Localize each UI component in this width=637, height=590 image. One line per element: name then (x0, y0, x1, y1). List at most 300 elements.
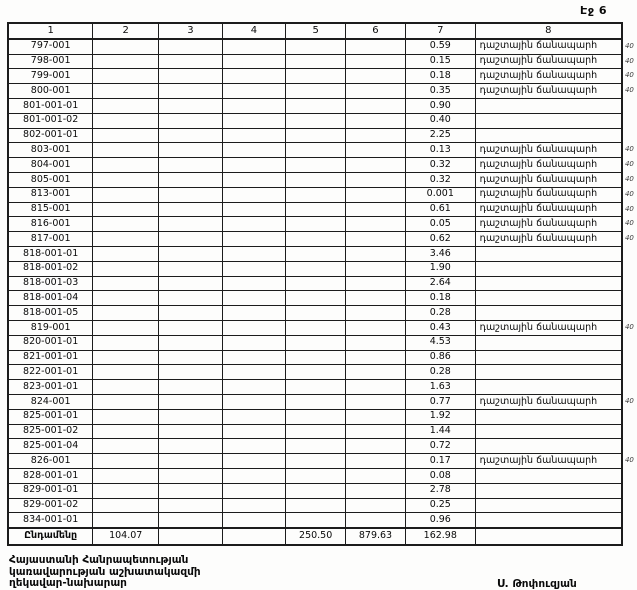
empty-cell (93, 483, 159, 498)
issuer-block (9, 555, 201, 590)
land-type-cell: դաշտային ճանապարհ (475, 143, 622, 158)
empty-cell (159, 172, 223, 187)
empty-cell (159, 439, 223, 454)
empty-cell (159, 39, 223, 54)
table-row (8, 468, 636, 483)
table-row (8, 98, 636, 113)
empty-cell (159, 202, 223, 217)
empty-cell (286, 513, 346, 528)
code-cell: 825-001-02 (8, 424, 93, 439)
empty-cell (286, 350, 346, 365)
empty-cell (222, 232, 286, 247)
empty-cell (286, 84, 346, 99)
code-cell: 818-001-05 (8, 306, 93, 321)
handwritten-margin-note: 40 (624, 219, 634, 228)
empty-cell (346, 454, 406, 469)
code-cell: 819-001 (8, 320, 93, 335)
empty-cell (93, 291, 159, 306)
empty-cell (286, 306, 346, 321)
area-value-cell: 0.43 (405, 320, 475, 335)
code-cell: 818-001-03 (8, 276, 93, 291)
code-cell: 822-001-01 (8, 365, 93, 380)
code-cell: 818-001-02 (8, 261, 93, 276)
empty-cell (159, 335, 223, 350)
total-label: Ընդամենը (8, 528, 93, 545)
land-type-cell: դաշտային ճանապարհ (475, 69, 622, 84)
empty-cell (159, 128, 223, 143)
handwritten-margin-note (622, 439, 636, 454)
land-type-cell (475, 335, 622, 350)
table-row (8, 143, 636, 158)
total-value-cell (475, 528, 622, 545)
table-row (8, 483, 636, 498)
area-value-cell: 0.28 (405, 365, 475, 380)
empty-cell (93, 424, 159, 439)
area-value-cell: 1.90 (405, 261, 475, 276)
empty-cell (286, 246, 346, 261)
empty-cell (93, 69, 159, 84)
empty-cell (93, 143, 159, 158)
table-row (8, 113, 636, 128)
area-value-cell: 0.62 (405, 232, 475, 247)
land-type-cell: դաշտային ճանապարհ (475, 232, 622, 247)
empty-cell (286, 143, 346, 158)
code-cell: 829-001-01 (8, 483, 93, 498)
land-type-cell: դաշտային ճանապարհ (475, 158, 622, 173)
table-row (8, 409, 636, 424)
handwritten-margin-note (622, 128, 636, 143)
empty-cell (346, 128, 406, 143)
table-row (8, 291, 636, 306)
handwritten-margin-note: 40 (624, 175, 634, 184)
table-row (8, 217, 636, 232)
cadastre-table (7, 22, 637, 546)
table-row (8, 246, 636, 261)
empty-cell (93, 172, 159, 187)
code-cell: 826-001 (8, 454, 93, 469)
empty-cell (159, 187, 223, 202)
empty-cell (159, 217, 223, 232)
code-cell: 804-001 (8, 158, 93, 173)
empty-cell (93, 380, 159, 395)
handwritten-margin-note (622, 306, 636, 321)
table-row (8, 69, 636, 84)
area-value-cell: 1.63 (405, 380, 475, 395)
empty-cell (222, 409, 286, 424)
empty-cell (286, 291, 346, 306)
issuer-line-2: կառավարության աշխատակազմի (9, 565, 201, 578)
empty-cell (159, 394, 223, 409)
empty-cell (159, 409, 223, 424)
empty-cell (159, 350, 223, 365)
land-type-cell (475, 483, 622, 498)
total-value-cell: 250.50 (286, 528, 346, 545)
land-type-cell (475, 261, 622, 276)
empty-cell (286, 468, 346, 483)
empty-cell (346, 246, 406, 261)
empty-cell (222, 306, 286, 321)
empty-cell (346, 158, 406, 173)
empty-cell (346, 335, 406, 350)
total-value-cell: 162.98 (405, 528, 475, 545)
empty-cell (286, 483, 346, 498)
code-cell: 813-001 (8, 187, 93, 202)
empty-cell (159, 468, 223, 483)
empty-cell (159, 424, 223, 439)
handwritten-margin-note: 40 (624, 86, 634, 95)
empty-cell (346, 498, 406, 513)
column-header: 3 (159, 23, 223, 39)
land-type-cell: դաշտային ճանապարհ (475, 320, 622, 335)
empty-cell (93, 261, 159, 276)
table-row (8, 84, 636, 99)
empty-cell (93, 365, 159, 380)
empty-cell (286, 187, 346, 202)
column-header: 5 (286, 23, 346, 39)
total-value-cell (222, 528, 286, 545)
code-cell: 828-001-01 (8, 468, 93, 483)
land-type-cell (475, 291, 622, 306)
empty-cell (286, 202, 346, 217)
empty-cell (222, 113, 286, 128)
empty-cell (159, 84, 223, 99)
empty-cell (286, 320, 346, 335)
area-value-cell: 0.13 (405, 143, 475, 158)
empty-cell (93, 158, 159, 173)
area-value-cell: 0.05 (405, 217, 475, 232)
empty-cell (222, 498, 286, 513)
area-value-cell: 2.78 (405, 483, 475, 498)
empty-cell (286, 394, 346, 409)
empty-cell (346, 424, 406, 439)
empty-cell (93, 202, 159, 217)
empty-cell (346, 468, 406, 483)
area-value-cell: 0.90 (405, 98, 475, 113)
empty-cell (222, 320, 286, 335)
handwritten-margin-note (622, 424, 636, 439)
table-row (8, 380, 636, 395)
table-row (8, 232, 636, 247)
land-type-cell (475, 128, 622, 143)
handwritten-margin-note: 40 (624, 204, 634, 213)
empty-cell (93, 276, 159, 291)
land-type-cell (475, 468, 622, 483)
empty-cell (286, 69, 346, 84)
empty-cell (346, 380, 406, 395)
area-value-cell: 0.08 (405, 468, 475, 483)
empty-cell (159, 291, 223, 306)
code-cell: 825-001-04 (8, 439, 93, 454)
table-row (8, 172, 636, 187)
land-type-cell (475, 513, 622, 528)
column-header: 6 (346, 23, 406, 39)
code-cell: 799-001 (8, 69, 93, 84)
handwritten-margin-note (622, 513, 636, 528)
land-type-cell: դաշտային ճանապարհ (475, 217, 622, 232)
handwritten-margin-note: 40 (624, 71, 634, 80)
handwritten-margin-note (622, 291, 636, 306)
empty-cell (159, 98, 223, 113)
land-type-cell (475, 276, 622, 291)
table-row (8, 394, 636, 409)
code-cell: 800-001 (8, 84, 93, 99)
empty-cell (93, 350, 159, 365)
area-value-cell: 1.44 (405, 424, 475, 439)
handwritten-margin-note (622, 113, 636, 128)
empty-cell (346, 513, 406, 528)
handwritten-margin-note: 40 (624, 396, 634, 405)
empty-cell (93, 409, 159, 424)
area-value-cell: 0.25 (405, 498, 475, 513)
empty-cell (222, 84, 286, 99)
column-header: 8 (475, 23, 622, 39)
empty-cell (222, 98, 286, 113)
handwritten-margin-note (622, 350, 636, 365)
code-cell: 815-001 (8, 202, 93, 217)
land-type-cell (475, 380, 622, 395)
table-row (8, 54, 636, 69)
empty-cell (286, 380, 346, 395)
empty-cell (159, 306, 223, 321)
table-row (8, 498, 636, 513)
empty-cell (286, 409, 346, 424)
empty-cell (346, 202, 406, 217)
empty-cell (346, 39, 406, 54)
empty-cell (346, 365, 406, 380)
empty-cell (159, 246, 223, 261)
column-header: 2 (93, 23, 159, 39)
code-cell: 817-001 (8, 232, 93, 247)
handwritten-margin-note (622, 335, 636, 350)
margin-note-empty (622, 528, 636, 545)
empty-cell (346, 172, 406, 187)
code-cell: 825-001-01 (8, 409, 93, 424)
empty-cell (222, 202, 286, 217)
empty-cell (159, 454, 223, 469)
empty-cell (346, 98, 406, 113)
code-cell: 818-001-01 (8, 246, 93, 261)
land-type-cell: դաշտային ճանապարհ (475, 394, 622, 409)
land-type-cell (475, 113, 622, 128)
land-type-cell (475, 246, 622, 261)
empty-cell (159, 113, 223, 128)
empty-cell (286, 232, 346, 247)
page-number-label: Էջ 6 (580, 4, 607, 17)
empty-cell (286, 365, 346, 380)
table-row (8, 454, 636, 469)
empty-cell (346, 143, 406, 158)
land-type-cell (475, 498, 622, 513)
empty-cell (346, 113, 406, 128)
code-cell: 798-001 (8, 54, 93, 69)
empty-cell (286, 39, 346, 54)
code-cell: 803-001 (8, 143, 93, 158)
handwritten-margin-note (622, 498, 636, 513)
empty-cell (346, 439, 406, 454)
code-cell: 805-001 (8, 172, 93, 187)
empty-cell (93, 320, 159, 335)
code-cell: 801-001-01 (8, 98, 93, 113)
empty-cell (346, 217, 406, 232)
issuer-line-1: Հայաստանի Հանրապետության (9, 554, 189, 566)
area-value-cell: 0.15 (405, 54, 475, 69)
empty-cell (286, 424, 346, 439)
empty-cell (346, 276, 406, 291)
code-cell: 824-001 (8, 394, 93, 409)
empty-cell (93, 335, 159, 350)
area-value-cell: 0.28 (405, 306, 475, 321)
empty-cell (346, 54, 406, 69)
empty-cell (222, 350, 286, 365)
empty-cell (222, 143, 286, 158)
empty-cell (159, 69, 223, 84)
empty-cell (286, 261, 346, 276)
handwritten-margin-note (622, 98, 636, 113)
empty-cell (93, 454, 159, 469)
empty-cell (346, 306, 406, 321)
land-type-cell: դաշտային ճանապարհ (475, 454, 622, 469)
land-type-cell (475, 98, 622, 113)
empty-cell (159, 365, 223, 380)
area-value-cell: 0.32 (405, 172, 475, 187)
table-row (8, 306, 636, 321)
empty-cell (93, 128, 159, 143)
empty-cell (222, 217, 286, 232)
table-row (8, 276, 636, 291)
code-cell: 823-001-01 (8, 380, 93, 395)
empty-cell (159, 380, 223, 395)
column-header: 4 (222, 23, 286, 39)
empty-cell (93, 187, 159, 202)
handwritten-margin-note: 40 (624, 322, 634, 331)
land-type-cell (475, 350, 622, 365)
column-header: 7 (405, 23, 475, 39)
total-value-cell (159, 528, 223, 545)
empty-cell (222, 380, 286, 395)
land-type-cell (475, 409, 622, 424)
empty-cell (286, 498, 346, 513)
handwritten-margin-note: 40 (624, 456, 634, 465)
area-value-cell: 1.92 (405, 409, 475, 424)
empty-cell (222, 513, 286, 528)
land-type-cell: դաշտային ճանապարհ (475, 84, 622, 99)
empty-cell (222, 246, 286, 261)
area-value-cell: 0.17 (405, 454, 475, 469)
empty-cell (93, 246, 159, 261)
table-row (8, 158, 636, 173)
land-type-cell (475, 365, 622, 380)
table-row (8, 513, 636, 528)
empty-cell (286, 128, 346, 143)
empty-cell (286, 172, 346, 187)
empty-cell (222, 291, 286, 306)
empty-cell (222, 54, 286, 69)
empty-cell (159, 261, 223, 276)
table-row (8, 187, 636, 202)
table-row (8, 335, 636, 350)
handwritten-margin-note: 40 (624, 145, 634, 154)
empty-cell (346, 291, 406, 306)
empty-cell (346, 69, 406, 84)
empty-cell (346, 394, 406, 409)
land-type-cell: դաշտային ճանապարհ (475, 39, 622, 54)
total-row (8, 528, 636, 545)
empty-cell (346, 261, 406, 276)
signature-name: Ս. Թոփուզյան (497, 578, 577, 590)
area-value-cell: 0.40 (405, 113, 475, 128)
empty-cell (93, 306, 159, 321)
handwritten-margin-note (622, 468, 636, 483)
handwritten-margin-note (622, 483, 636, 498)
total-value-cell: 104.07 (93, 528, 159, 545)
empty-cell (222, 128, 286, 143)
area-value-cell: 0.72 (405, 439, 475, 454)
empty-cell (93, 54, 159, 69)
table-row (8, 320, 636, 335)
table-row (8, 350, 636, 365)
land-type-cell: դաշտային ճանապարհ (475, 187, 622, 202)
empty-cell (346, 232, 406, 247)
empty-cell (159, 320, 223, 335)
empty-cell (222, 424, 286, 439)
area-value-cell: 0.96 (405, 513, 475, 528)
empty-cell (222, 187, 286, 202)
empty-cell (222, 365, 286, 380)
code-cell: 816-001 (8, 217, 93, 232)
empty-cell (222, 276, 286, 291)
empty-cell (286, 98, 346, 113)
empty-cell (346, 84, 406, 99)
empty-cell (93, 84, 159, 99)
code-cell: 829-001-02 (8, 498, 93, 513)
land-type-cell (475, 439, 622, 454)
area-value-cell: 4.53 (405, 335, 475, 350)
column-header: 1 (8, 23, 93, 39)
empty-cell (346, 409, 406, 424)
code-cell: 797-001 (8, 39, 93, 54)
empty-cell (222, 261, 286, 276)
code-cell: 834-001-01 (8, 513, 93, 528)
empty-cell (222, 172, 286, 187)
area-value-cell: 2.25 (405, 128, 475, 143)
code-cell: 801-001-02 (8, 113, 93, 128)
area-value-cell: 0.18 (405, 69, 475, 84)
code-cell: 818-001-04 (8, 291, 93, 306)
area-value-cell: 0.35 (405, 84, 475, 99)
land-type-cell (475, 306, 622, 321)
table-row (8, 202, 636, 217)
handwritten-margin-note (622, 246, 636, 261)
empty-cell (286, 439, 346, 454)
empty-cell (222, 69, 286, 84)
empty-cell (346, 320, 406, 335)
handwritten-margin-note: 40 (624, 56, 634, 65)
empty-cell (346, 483, 406, 498)
empty-cell (286, 454, 346, 469)
total-value-cell: 879.63 (346, 528, 406, 545)
empty-cell (222, 439, 286, 454)
code-cell: 821-001-01 (8, 350, 93, 365)
empty-cell (159, 276, 223, 291)
empty-cell (222, 468, 286, 483)
handwritten-margin-note (622, 409, 636, 424)
empty-cell (93, 468, 159, 483)
issuer-line-3: ղեկավար-նախարար (9, 577, 127, 589)
handwritten-margin-note (622, 261, 636, 276)
table-row (8, 439, 636, 454)
empty-cell (286, 276, 346, 291)
handwritten-margin-note: 40 (624, 234, 634, 243)
